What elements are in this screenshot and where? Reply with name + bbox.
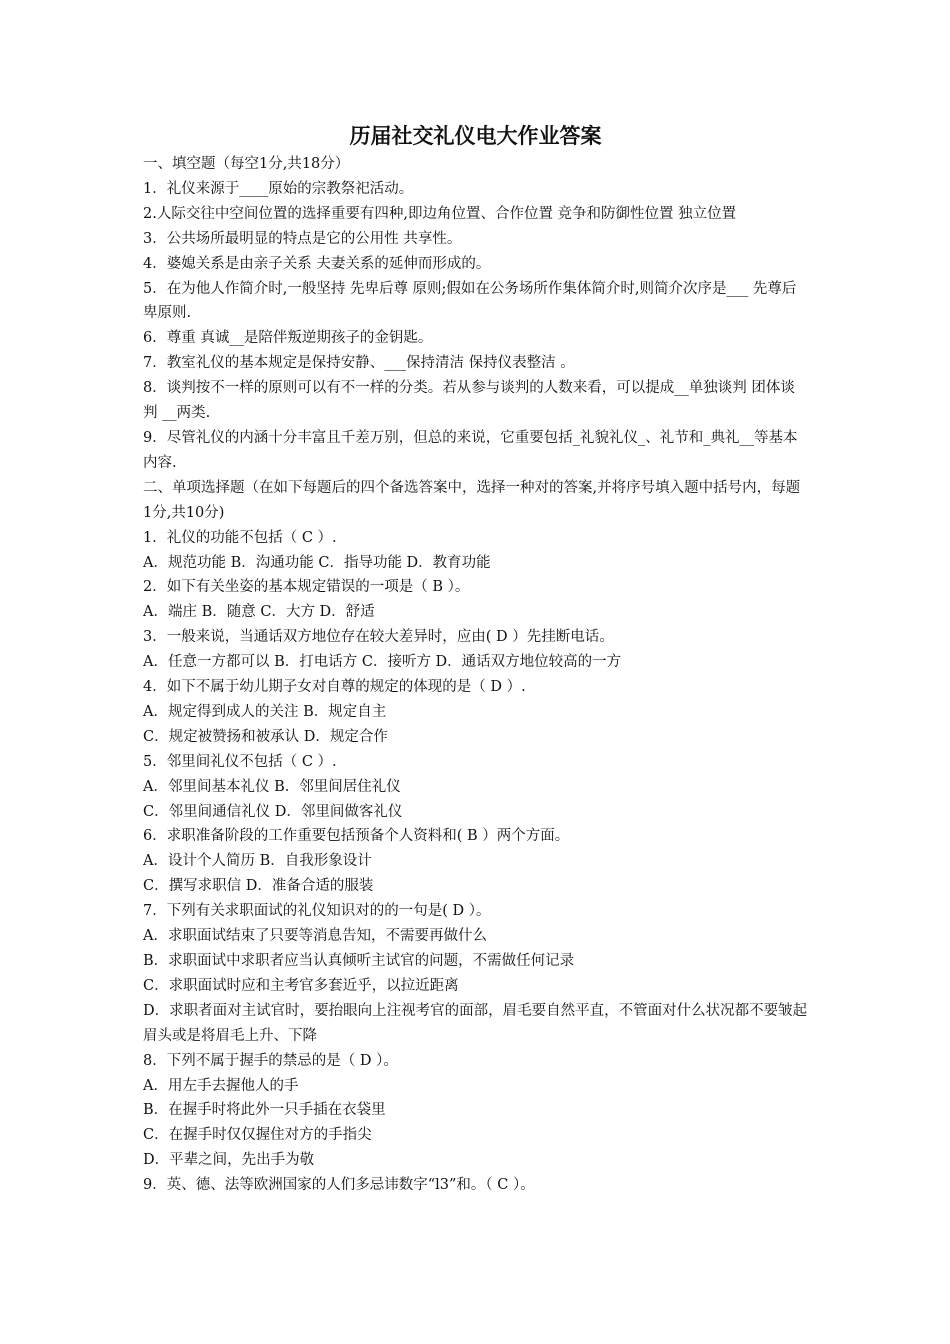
document-body [143,120,808,1198]
option-line: A．规定得到成人的关注 B．规定自主 [143,703,387,720]
option-line: C．撰写求职信 D．准备合适的服装 [143,878,374,895]
question-line: 3．公共场所最明显的特点是它的公用性 共享性。 [143,230,462,247]
option-line: C．规定被赞扬和被承认 D．规定合作 [143,728,388,745]
question-line: 8．谈判按不一样的原则可以有不一样的分类。若从参与谈判的人数来看，可以提成__单独谈判 团体谈判 __两类. [143,380,795,422]
option-line: C．在握手时仅仅握住对方的手指尖 [143,1127,372,1144]
option-line: D．平辈之间，先出手为敬 [143,1152,315,1169]
question-line: 1．礼仪的功能不包括（ C ）. [143,529,337,546]
option-line: A．用左手去握他人的手 [143,1077,299,1094]
option-line: A．端庄 B．随意 C．大方 D．舒适 [143,604,375,621]
question-line: 9．尽管礼仪的内涵十分丰富且千差万别，但总的来说，它重要包括_礼貌礼仪_、礼节和_典礼__等基本内容. [143,429,798,471]
question-line: 7．教室礼仪的基本规定是保持安静、___保持清洁 保持仪表整洁 。 [143,355,575,372]
section-heading-fill-in: 一、填空题（每空1分,共18分） [143,156,350,172]
question-line: 2．如下有关坐姿的基本规定错误的一项是（ B ）。 [143,579,470,596]
question-line: 6．尊重 真诚__是陪伴叛逆期孩子的金钥匙。 [143,330,433,347]
option-line: A．求职面试结束了只要等消息告知，不需要再做什么 [143,928,487,945]
question-line: 7．下列有关求职面试的礼仪知识对的的一句是( D ）。 [143,903,491,920]
question-line: 9．英、德、法等欧洲国家的人们多忌讳数字“l3”和。（ C ）。 [143,1177,535,1194]
question-line: 5．在为他人作简介时,一般坚持 先卑后尊 原则;假如在公务场所作集体简介时,则简介次序是___ 先尊后卑原则. [143,280,797,322]
option-line: A．任意一方都可以 B．打电话方 C．接听方 D．通话双方地位较高的一方 [143,654,622,671]
option-line: A．规范功能 B．沟通功能 C．指导功能 D．教育功能 [143,554,491,571]
option-line: A．设计个人简历 B．自我形象设计 [143,853,372,870]
option-line: C．邻里间通信礼仪 D．邻里间做客礼仪 [143,803,403,820]
option-line: D．求职者面对主试官时，要抬眼向上注视考官的面部，眉毛要自然平直，不管面对什么状况都不要皱起眉头或是将眉毛上升、下降 [143,1002,808,1044]
document-title: 历届社交礼仪电大作业答案 [349,123,602,148]
question-line: 5．邻里间礼仪不包括（ C ）. [143,753,337,770]
question-line: 1．礼仪来源于____原始的宗教祭祀活动。 [143,180,414,197]
option-line: B．求职面试中求职者应当认真倾听主试官的问题，不需做任何记录 [143,953,575,969]
question-line: 4．婆媳关系是由亲子关系 夫妻关系的延伸而形成的。 [143,255,491,272]
question-line: 3．一般来说，当通话双方地位存在较大差异时，应由( D ）先挂断电话。 [143,629,614,646]
option-line: B．在握手时将此外一只手插在衣袋里 [143,1102,386,1119]
question-line: 2.人际交往中空间位置的选择重要有四种,即边角位置、合作位置 竞争和防御性位置 独立位置 [143,205,737,222]
question-line: 8．下列不属于握手的禁忌的是（ D ）。 [143,1052,398,1069]
section-heading-single-choice: 二、单项选择题（在如下每题后的四个备选答案中，选择一种对的答案,并将序号填入题中括号内，每题1分,共10分) [143,479,801,521]
question-line: 6．求职准备阶段的工作重要包括预备个人资料和( B ）两个方面。 [143,828,570,845]
option-line: C．求职面试时应和主考官多套近乎，以拉近距离 [143,977,459,994]
option-line: A．邻里间基本礼仪 B．邻里间居住礼仪 [143,778,401,795]
question-line: 4．如下不属于幼儿期子女对自尊的规定的体现的是（ D ）. [143,679,526,696]
